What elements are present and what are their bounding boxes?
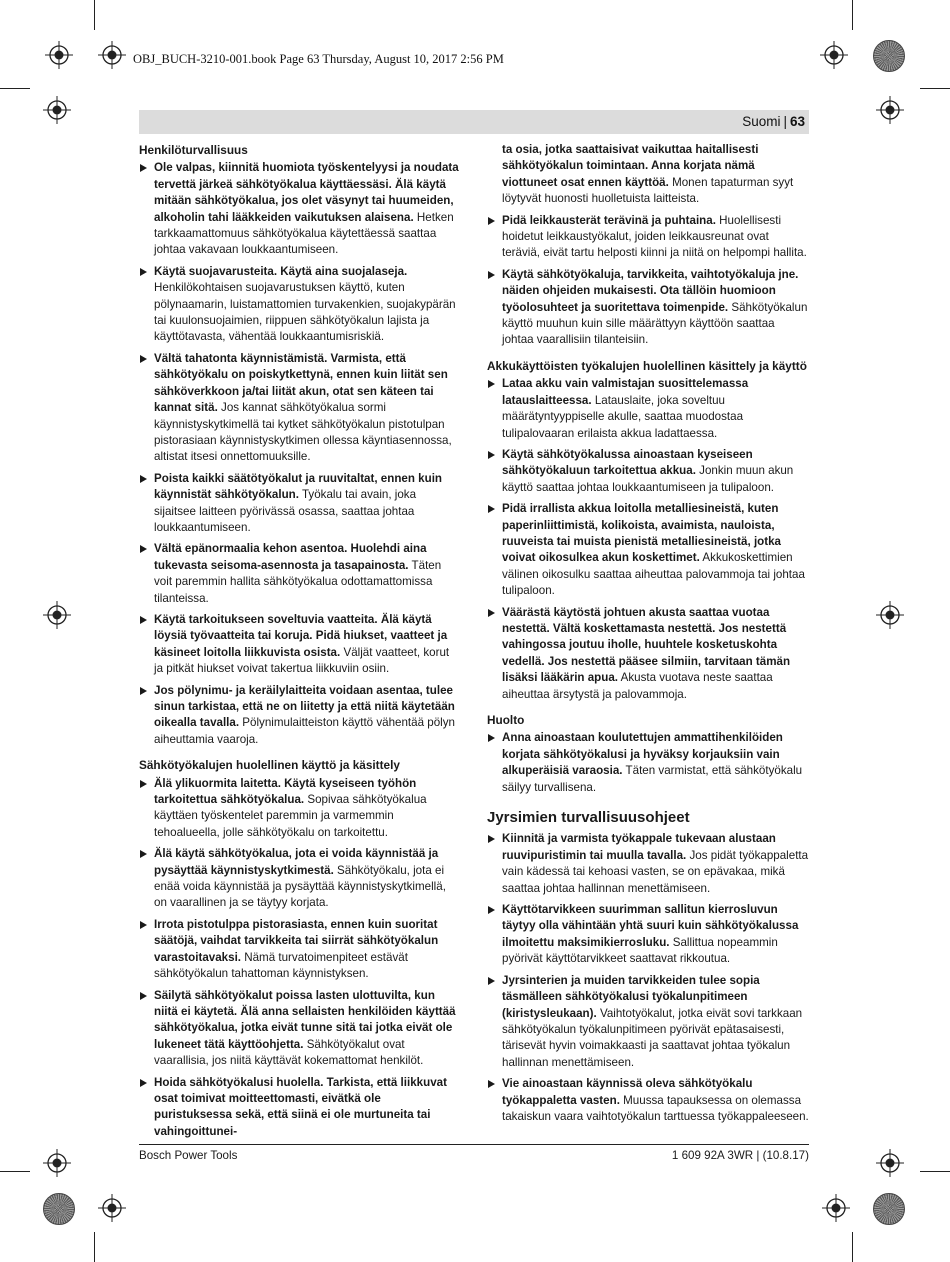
- footer-doc-code: 1 609 92A 3WR | (10.8.17): [671, 1149, 809, 1162]
- bullet-triangle-icon: [140, 921, 147, 929]
- list-item: Vältä tahatonta käynnistämistä. Varmista, että sähkötyökalu on poiskytkettynä, ennen kuin liität sen sähköverkkoon ja/tai liität akun, otat sen käteen tai kannat sitä. Jos kannat sähkötyökalua sormi käynnistyskytkimellä tai kytket sähkötyökalun pistotulpan pistorasiaan käynnistyskytkimen ollessa käyntiasennossa, altistat itsesi onnettomuuksille.: [139, 351, 461, 466]
- bullet-triangle-icon: [488, 609, 495, 617]
- list-item: Anna ainoastaan koulutettujen ammattihenkilöiden korjata sähkötyökalusi ja hyväksy korjauksiin vain alkuperäisiä varaosia. Täten varmistat, että sähkötyökalu säilyy turvallisena.: [487, 730, 809, 796]
- list-item: Jos pölynimu- ja keräilylaitteita voidaan asentaa, tulee sinun tarkistaa, että ne on liitetty ja että niitä käytetään oikealla tavalla. Pölynimulaitteiston käyttö vähentää pölyn aiheuttamia vaaroja.: [139, 683, 461, 749]
- section-heading: Henkilöturvallisuus: [139, 143, 248, 157]
- list-item: Väärästä käytöstä johtuen akusta saattaa vuotaa nestettä. Vältä koskettamasta nestettä. Jos nestettä vahingossa joutuu iholle, huuhtele kosketuskohta vedellä. Jos nestettä pääsee silmiin, tarvitaan tämän lisäksi lääkärin apua. Akusta vuotava neste saattaa aiheuttaa ärsytystä ja palovammoja.: [487, 605, 809, 703]
- crop-mark: [920, 1171, 950, 1172]
- list-item: Lataa akku vain valmistajan suosittelemassa latauslaitteessa. Latauslaite, joka soveltuu määrätyntyyppiselle akulle, saattaa muodostaa tulipalovaaran erilaista akkua ladattaessa.: [487, 376, 809, 442]
- registration-mark-top-center: [98, 41, 126, 69]
- bullet-triangle-icon: [488, 734, 495, 742]
- list-item: Ole valpas, kiinnitä huomiota työskentelyysi ja noudata tervettä järkeä sähkötyökalua käyttäessäsi. Älä käytä mitään sähkötyökalua, jos olet väsynyt tai huumeiden, alkoholin tahi lääkkeiden vaikutuksen alaisena. Hetken tarkkaamattomuus sähkötyökalua käytettäessä saattaa johtaa vakavaan loukkaantumiseen.: [139, 160, 461, 258]
- list-item: Älä käytä sähkötyökalua, jota ei voida käynnistää ja pysäyttää käynnistyskytkimestä. Sähkötyökalu, jota ei enää voida käynnistää ja pysäyttää käynnistyskytkimellä, on vaarallinen ja se täytyy korjata.: [139, 846, 461, 912]
- list-item: Käytä sähkötyökalussa ainoastaan kyseiseen sähkötyökaluun tarkoitettua akkua. Jonkin muun akun käyttö saattaa johtaa loukkaantumiseen ja tulipaloon.: [487, 447, 809, 496]
- list-item: Älä ylikuormita laitetta. Käytä kyseiseen työhön tarkoitettua sähkötyökalua. Sopivaa sähkötyökalua käyttäen työskentelet paremmin ja varmemmin tehoalueella, jolle sähkötyökalu on tarkoitettu.: [139, 776, 461, 842]
- registration-mark-right-middle: [876, 601, 904, 629]
- list-item: Pidä irrallista akkua loitolla metalliesineistä, kuten paperinliittimistä, kolikoista, avaimista, nauloista, ruuveista tai muista pienistä metalliesineistä, jotka voivat oikosulkea akun koskettimet. Akkukoskettimien välinen oikosulku saattaa aiheuttaa palovammoja tai johtaa tulipaloon.: [487, 501, 809, 599]
- registration-mark-top-right: [820, 41, 848, 69]
- list-item: Käyttötarvikkeen suurimman sallitun kierrosluvun täytyy olla vähintään yhtä suuri kuin sähkötyökalussa ilmoitettu maksimikierrosluku. Sallittua nopeammin pyörivät käyttötarvikkeet saattavat rikkoutua.: [487, 902, 809, 968]
- list-item: Kiinnitä ja varmista työkappale tukevaan alustaan ruuvipuristimin tai muulla tavalla. Jos pidät työkappaletta vain kädessä tai kehoasi vasten, se on epävakaa, mikä saattaa johtaa hallinnan menettämiseen.: [487, 831, 809, 897]
- list-item: Käytä sähkötyökaluja, tarvikkeita, vaihtotyökaluja jne. näiden ohjeiden mukaisesti. Ota tällöin huomioon työolosuhteet ja suoritettava toimenpide. Sähkötyökalun käyttö muuhun kuin sille määrättyyn käyttöön saattaa johtaa vaarallisiin tilanteisiin.: [487, 267, 809, 349]
- registration-mark-bottom-right: [822, 1194, 850, 1222]
- list-item: Vie ainoastaan käynnissä oleva sähkötyökalu työkappaletta vasten. Muussa tapauksessa on olemassa takaiskun vaara vaihtotyökalun tarttuessa työkappaleeseen.: [487, 1076, 809, 1125]
- list-item: Jyrsinterien ja muiden tarvikkeiden tulee sopia täsmälleen sähkötyökalusi työkalunpitimeen (kiristysleukaan). Vaihtotyökalut, jotka eivät sovi tarkkaan sähkötyökalun työkalunpitimeen pyörivät epätasaisesti, tärisevät hyvin voimakkaasti ja saattavat johtaa työkalun hallinnan menettämiseen.: [487, 973, 809, 1071]
- bullet-triangle-icon: [140, 545, 147, 553]
- bullet-triangle-icon: [140, 475, 147, 483]
- right-column: [487, 142, 809, 1130]
- bullet-triangle-icon: [140, 355, 147, 363]
- color-bar-mark-top-right: [873, 40, 905, 72]
- section-heading: Akkukäyttöisten työkalujen huolellinen käsittely ja käyttö: [487, 358, 807, 373]
- list-item: Poista kaikki säätötyökalut ja ruuvitaltat, ennen kuin käynnistät sähkötyökalun. Työkalu tai avain, joka sijaitsee laitteen pyörivässä osassa, saattaa johtaa loukkaantumiseen.: [139, 471, 461, 537]
- footer-brand: Bosch Power Tools: [139, 1149, 238, 1162]
- bullet-triangle-icon: [488, 835, 495, 843]
- registration-mark-right-upper: [876, 96, 904, 124]
- bullet-triangle-icon: [488, 380, 495, 388]
- print-slug: OBJ_BUCH-3210-001.book Page 63 Thursday, August 10, 2017 2:56 PM: [133, 52, 504, 66]
- bullet-triangle-icon: [140, 1079, 147, 1087]
- bullet-triangle-icon: [488, 505, 495, 513]
- header-band: [139, 110, 809, 134]
- registration-mark-left-lower: [43, 1149, 71, 1177]
- registration-mark-right-lower: [876, 1149, 904, 1177]
- crop-mark: [0, 1171, 30, 1172]
- bullet-triangle-icon: [488, 451, 495, 459]
- bullet-triangle-icon: [140, 780, 147, 788]
- list-item: Säilytä sähkötyökalut poissa lasten ulottuvilta, kun niitä ei käytetä. Älä anna sellaisten henkilöiden käyttää sähkötyökalua, jotka eivät tunne sitä tai jotka eivät ole lukeneet tätä käyttöohjetta. Sähkötyökalut ovat vaarallisia, jos niitä käyttävät kokemattomat henkilöt.: [139, 988, 461, 1070]
- registration-mark-left-upper: [43, 96, 71, 124]
- crop-mark: [920, 88, 950, 89]
- crop-mark: [94, 1232, 95, 1262]
- color-bar-mark-bottom-left: [43, 1193, 75, 1225]
- crop-mark: [0, 88, 30, 89]
- crop-mark: [94, 0, 95, 30]
- bullet-triangle-icon: [140, 616, 147, 624]
- bullet-triangle-icon: [488, 217, 495, 225]
- section-heading: Huolto: [487, 713, 525, 727]
- bullet-triangle-icon: [140, 992, 147, 1000]
- bullet-triangle-icon: [140, 268, 147, 276]
- list-item: Hoida sähkötyökalusi huolella. Tarkista, että liikkuvat osat toimivat moitteettomasti, eivätkä ole puristuksessa sekä, että siinä ei ole murtuneita tai vahingoittunei-: [139, 1075, 461, 1141]
- bullet-triangle-icon: [488, 1080, 495, 1088]
- registration-mark-bottom-center: [98, 1194, 126, 1222]
- registration-mark-top-left: [45, 41, 73, 69]
- page-number: 63: [789, 114, 805, 129]
- list-item: Käytä tarkoitukseen soveltuvia vaatteita. Älä käytä löysiä työvaatteita tai koruja. Pidä hiukset, vaatteet ja käsineet loitolla liikkuvista osista. Väljät vaatteet, korut ja pitkät hiukset voivat takertua liikkuviin osiin.: [139, 612, 461, 678]
- list-item: Irrota pistotulppa pistorasiasta, ennen kuin suoritat säätöjä, vaihdat tarvikkeita tai siirrät sähkötyökalun varastoitavaksi. Nämä turvatoimenpiteet estävät sähkötyökalun tahattoman käynnistyksen.: [139, 917, 461, 983]
- bullet-triangle-icon: [140, 687, 147, 695]
- bullet-triangle-icon: [140, 850, 147, 858]
- crop-mark: [852, 1232, 853, 1262]
- section-heading: Sähkötyökalujen huolellinen käyttö ja käsittely: [139, 758, 400, 773]
- left-column: [139, 142, 461, 1145]
- section-heading-major: Jyrsimien turvallisuusohjeet: [487, 809, 690, 827]
- bullet-triangle-icon: [488, 271, 495, 279]
- bullet-triangle-icon: [488, 977, 495, 985]
- bullet-triangle-icon: [140, 164, 147, 172]
- crop-mark: [852, 0, 853, 30]
- header-language: Suomi: [742, 114, 781, 129]
- registration-mark-left-middle: [43, 601, 71, 629]
- list-item-continuation: ta osia, jotka saattaisivat vaikuttaa haitallisesti sähkötyökalun toimintaan. Anna korjata nämä viottuneet osat ennen käyttöä. Monen tapaturman syyt löytyvät huonosti huolletuista laitteista.: [502, 143, 794, 206]
- list-item: Vältä epänormaalia kehon asentoa. Huolehdi aina tukevasta seisoma-asennosta ja tasapainosta. Täten voit paremmin hallita sähkötyökalua odottamattomissa tilanteissa.: [139, 541, 461, 607]
- list-item: Käytä suojavarusteita. Käytä aina suojalaseja. Henkilökohtaisen suojavarustuksen käyttö, kuten pölynaamarin, luistamattomien turvakenkien, suojakypärän tai kuulonsuojaimien, riippuen sähkötyökalun lajista ja käyttötavasta, vähentää loukkaantumisriskiä.: [139, 264, 461, 346]
- running-header: Suomi | 63: [742, 114, 805, 129]
- list-item: Pidä leikkausterät terävinä ja puhtaina. Huolellisesti hoidetut leikkaustyökalut, joiden leikkausreunat ovat teräviä, eivät tartu helposti kiinni ja niitä on helpompi hallita.: [487, 213, 809, 262]
- color-bar-mark-bottom-right: [873, 1193, 905, 1225]
- footer-rule: [139, 1144, 809, 1145]
- bullet-triangle-icon: [488, 906, 495, 914]
